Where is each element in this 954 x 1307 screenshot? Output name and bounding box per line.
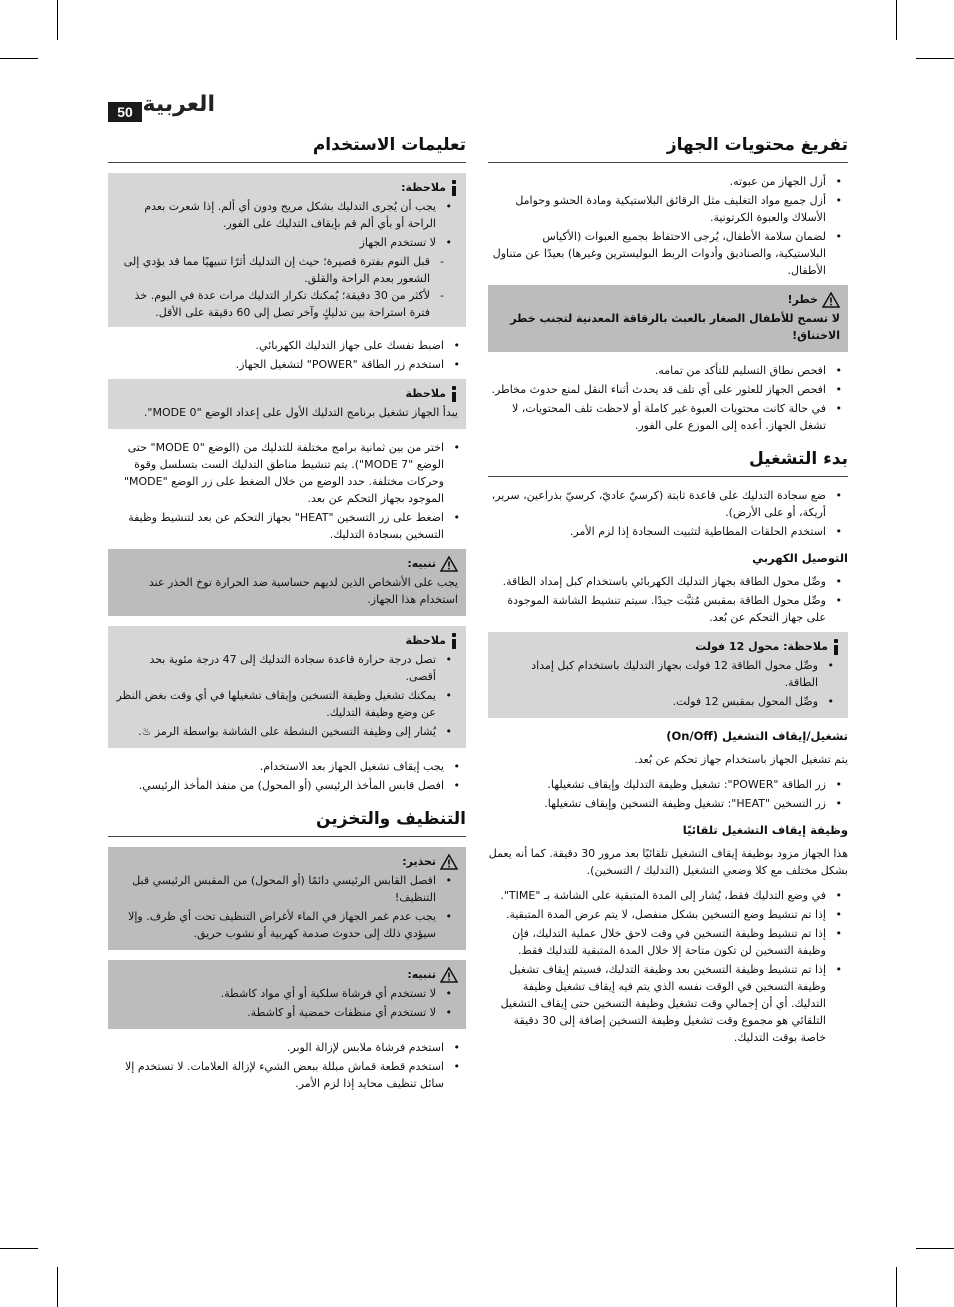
usage-list-1	[108, 337, 466, 373]
danger-heading-text: خطر!	[787, 293, 818, 306]
note-heading-text: ملاحظة:	[401, 181, 446, 194]
left-column	[108, 132, 466, 1094]
list-item: • استخدم فرشاة ملابس لإزالة الوبر.	[108, 1039, 466, 1056]
warning-heading-text: تحذير:	[402, 855, 436, 868]
info-icon	[450, 633, 458, 649]
caution-heading	[116, 966, 458, 983]
section-title-usage: تعليمات الاستخدام	[108, 132, 466, 163]
note-box-2	[108, 379, 466, 429]
list-item: • اضبط نفسك على جهاز التدليك الكهربائي.	[108, 337, 466, 354]
auto-off-list	[488, 887, 848, 1046]
crop-mark	[57, 0, 58, 40]
note-heading	[116, 385, 458, 402]
inspection-list	[488, 362, 848, 434]
right-column	[488, 132, 848, 1048]
note-box-12v	[488, 632, 848, 718]
note-list	[496, 657, 840, 710]
list-item: • لا تستخدم الجهاز	[116, 234, 458, 251]
list-item: • لا تستخدم أي فرشاة سلكية أو أي مواد كاشطة.	[116, 985, 458, 1002]
subsection-title-electric: التوصيل الكهربي	[752, 551, 848, 565]
caution-heading	[116, 555, 458, 572]
info-icon	[832, 639, 840, 655]
note-heading	[116, 179, 458, 196]
subsection-title-auto-off: وظيفة إيقاف التشغيل تلقائيًا	[682, 823, 848, 837]
list-item: • اضغط على زر التسخين "HEAT" بجهاز التحكم عن بعد لتنشيط وظيفة التسخين بسجادة التدليك.	[108, 509, 466, 543]
warning-triangle-icon	[822, 292, 840, 308]
note-dash-list	[116, 253, 458, 321]
note-box-3	[108, 626, 466, 748]
list-item: • إذا تم تنشيط وظيفة التسخين بعد وظيفة التدليك، فسيتم إيقاف تشغيل وظيفة التسخين في الوقت نفسه الذي يتم فيه إيقاف تشغيل وظيفة التدليك. أي أن إجمالي وقت تشغيل وظيفة التسخين حتى إيقاف التشغيل التلقائي هو مجموع وقت تشغيل وظيفة التسخين إضافة إلى 30 دقيقة خاصة بوقت التدليك.	[488, 961, 848, 1046]
language-title: العربية	[142, 92, 215, 117]
on-off-list	[488, 776, 848, 812]
list-item: • افصل القابس الرئيسي دائمًا (أو المحول) من المقبس الرئيسي قبل التنظيف!	[116, 872, 458, 906]
note-box-1	[108, 173, 466, 327]
note-text: يبدأ الجهاز تشغيل برنامج التدليك الأول على إعداد الوضع "MODE 0".	[143, 406, 458, 419]
warning-triangle-icon	[440, 556, 458, 572]
caution-list	[116, 985, 458, 1021]
note-heading-text: ملاحظة: محول 12 فولت	[695, 640, 828, 653]
crop-mark	[916, 1248, 954, 1249]
list-item: • وصِّل محول الطاقة بمقبس مُثبَّت جيدًا. سيتم تنشيط الشاشة الموجودة على جهاز التحكم عن بُعد.	[488, 592, 848, 626]
list-item: • تصل درجة حرارة قاعدة سجادة التدليك إلى 47 درجة مئوية بحد أقصى.	[116, 651, 458, 685]
caution-box	[108, 960, 466, 1029]
note-heading	[496, 638, 840, 655]
crop-mark	[0, 58, 38, 59]
list-item: • لضمان سلامة الأطفال، يُرجى الاحتفاظ بجميع العبوات (الأكياس البلاستيكية، والصناديق وأدوات الربط البوليسترين وغيرها) بعيدًا عن متناول الأطفال.	[488, 228, 848, 279]
note-heading-text: ملاحظة	[405, 387, 446, 400]
list-item: • يُشار إلى وظيفة التسخين النشطة على الشاشة بواسطة الرمز ♨.	[116, 723, 458, 740]
list-item: • ضع سجادة التدليك على قاعدة ثابتة (كرسيّ عاديّ، كرسيّ بذراعين، سرير، أريكة، أو على الأرض).	[488, 487, 848, 521]
list-item: • افحص الجهاز للعثور على أي تلف قد يحدث أثناء النقل لمنع حدوث مخاطر.	[488, 381, 848, 398]
list-item: • يجب إيقاف تشغيل الجهاز بعد الاستخدام.	[108, 758, 466, 775]
list-item: • يمكنك تشغيل وظيفة التسخين وإيقاف تشغيلها في أي وقت بغض النظر عن وضع وظيفة التدليك.	[116, 687, 458, 721]
warning-list	[116, 872, 458, 942]
note-heading	[116, 632, 458, 649]
list-item: • إذا تم تنشيط وضع التسخين بشكل منفصل، لا يتم عرض المدة المتبقية.	[488, 906, 848, 923]
crop-mark	[0, 1248, 38, 1249]
page-number: 50	[108, 102, 142, 122]
crop-mark	[896, 1267, 897, 1307]
electric-list	[488, 573, 848, 626]
section-title-getting-started: بدء التشغيل	[488, 446, 848, 477]
on-off-intro: يتم تشغيل الجهاز باستخدام جهاز تحكم عن بُعد.	[634, 753, 848, 766]
list-item: • يجب عدم غمر الجهاز في الماء لأغراض التنظيف تحت أي ظرف. وإلا سيؤدي ذلك إلى حدوث صدمة كهربية أو نشوب حريق.	[116, 908, 458, 942]
crop-mark	[57, 1267, 58, 1307]
list-item: • زر الطاقة "POWER": تشغيل وظيفة التدليك وإيقاف تشغيلها.	[488, 776, 848, 793]
caution-box	[108, 549, 466, 616]
cleaning-list	[108, 1039, 466, 1092]
setup-list	[488, 487, 848, 540]
warning-triangle-icon	[440, 967, 458, 983]
list-item: • افصل قابس المأخذ الرئيسي (أو المحول) من منفذ المأخذ الرئيسي.	[108, 777, 466, 794]
danger-heading	[496, 291, 840, 308]
auto-off-intro: هذا الجهاز مزود بوظيفة إيقاف التشغيل تلقائيًا بعد مرور 30 دقيقة. كما أنه يعمل بشكل مختلف مع كلا وضعي التشغيل (التدليك / التسخين).	[488, 847, 848, 877]
crop-mark	[896, 0, 897, 40]
section-title-unpacking: تفريغ محتويات الجهاز	[488, 132, 848, 163]
list-item: • وصِّل المحول بمقبس 12 فولت.	[496, 693, 840, 710]
note-heading-text: ملاحظة	[405, 634, 446, 647]
danger-text: لا تسمح للأطفال الصغار بالعبث بالرقاقة المعدنية لتجنب خطر الاختناق!	[510, 312, 840, 342]
usage-list-2	[108, 439, 466, 543]
unpacking-list	[488, 173, 848, 279]
list-item: • إذا تم تنشيط وظيفة التسخين في وقت لاحق خلال عملية التدليك، فإن وظيفة التسخين لن تكون متاحة إلا خلال المدة المتبقية للتدليك فقط.	[488, 925, 848, 959]
list-item: • زر التسخين "HEAT": تشغيل وظيفة التسخين وإيقاف تشغيلها.	[488, 795, 848, 812]
usage-list-3	[108, 758, 466, 794]
caution-heading-text: تنبيه:	[407, 557, 436, 570]
list-item: • استخدم زر الطاقة "POWER" لتشغيل الجهاز.	[108, 356, 466, 373]
warning-box	[108, 847, 466, 950]
page-header	[108, 92, 848, 126]
info-icon	[450, 386, 458, 402]
note-list	[116, 651, 458, 740]
list-item: • استخدم قطعة قماش مبللة ببعض الشيء لإزالة العلامات. لا تستخدم إلا سائل تنظيف محايد إذا لزم الأمر.	[108, 1058, 466, 1092]
list-item: - قبل النوم بفترة قصيرة؛ حيث إن التدليك أثرًا تنبيهيًا مما قد يؤدي إلى الشعور بعدم الراحة والقلق.	[116, 253, 458, 287]
list-item: • أزل جميع مواد التغليف مثل الرقائق البلاستيكية ومادة الحشو وحوامل الأسلاك والعبوة الكرتونية.	[488, 192, 848, 226]
section-title-cleaning: التنظيف والتخزين	[108, 806, 466, 837]
list-item: • في وضع التدليك فقط، يُشار إلى المدة المتبقية على الشاشة بـ "TIME".	[488, 887, 848, 904]
list-item: • يجب أن يُجرى التدليك بشكل مريح ودون أي ألم. إذا شعرت بعدم الراحة أو بأي ألم قم بإيقاف التدليك على الفور.	[116, 198, 458, 232]
list-item: • في حالة كانت محتويات العبوة غير كاملة أو لاحظت تلف المحتويات، لا تشغل الجهاز. أعده إلى الموزع على الفور.	[488, 400, 848, 434]
list-item: • لا تستخدم أي منظفات حمضية أو كاشطة.	[116, 1004, 458, 1021]
list-item: • افحص نطاق التسليم للتأكد من تمامه.	[488, 362, 848, 379]
list-item: - لأكثر من 30 دقيقة؛ يُمكنك تكرار التدليك مرات عدة في اليوم. خذ فترة استراحة بين تدليكٍ وآخر تصل إلى 60 دقيقة على الأقل.	[116, 287, 458, 321]
crop-mark	[916, 58, 954, 59]
list-item: • أزل الجهاز من عبوته.	[488, 173, 848, 190]
list-item: • اختر من بين ثمانية برامج مختلفة للتدليك من (الوضع "MODE 0" حتى الوضع "MODE 7"). يتم تنشيط مناطق التدليك الست بتسلسل وقوة وحركات مختلفة. حدد الوضع من خلال الضغط على زر الوضع "MODE" الموجود بجهاز التحكم عن بعد.	[108, 439, 466, 507]
caution-heading-text: تنبيه:	[407, 968, 436, 981]
warning-heading	[116, 853, 458, 870]
caution-text: يجب على الأشخاص الذين لديهم حساسية ضد الحرارة توخ الحذر عند استخدام هذا الجهاز.	[148, 576, 458, 606]
subsection-title-on-off: تشغيل/إيقاف التشغيل (On/Off)	[666, 729, 848, 743]
note-list	[116, 198, 458, 251]
list-item: • وصِّل محول الطاقة بجهاز التدليك الكهربائي باستخدام كبل إمداد الطاقة.	[488, 573, 848, 590]
warning-triangle-icon	[440, 854, 458, 870]
list-item: • استخدم الحلقات المطاطية لتثبيت السجادة إذا لزم الأمر.	[488, 523, 848, 540]
info-icon	[450, 180, 458, 196]
danger-box	[488, 285, 848, 352]
list-item: • وصِّل محول الطاقة 12 فولت بجهاز التدليك باستخدام كبل إمداد الطاقة.	[496, 657, 840, 691]
